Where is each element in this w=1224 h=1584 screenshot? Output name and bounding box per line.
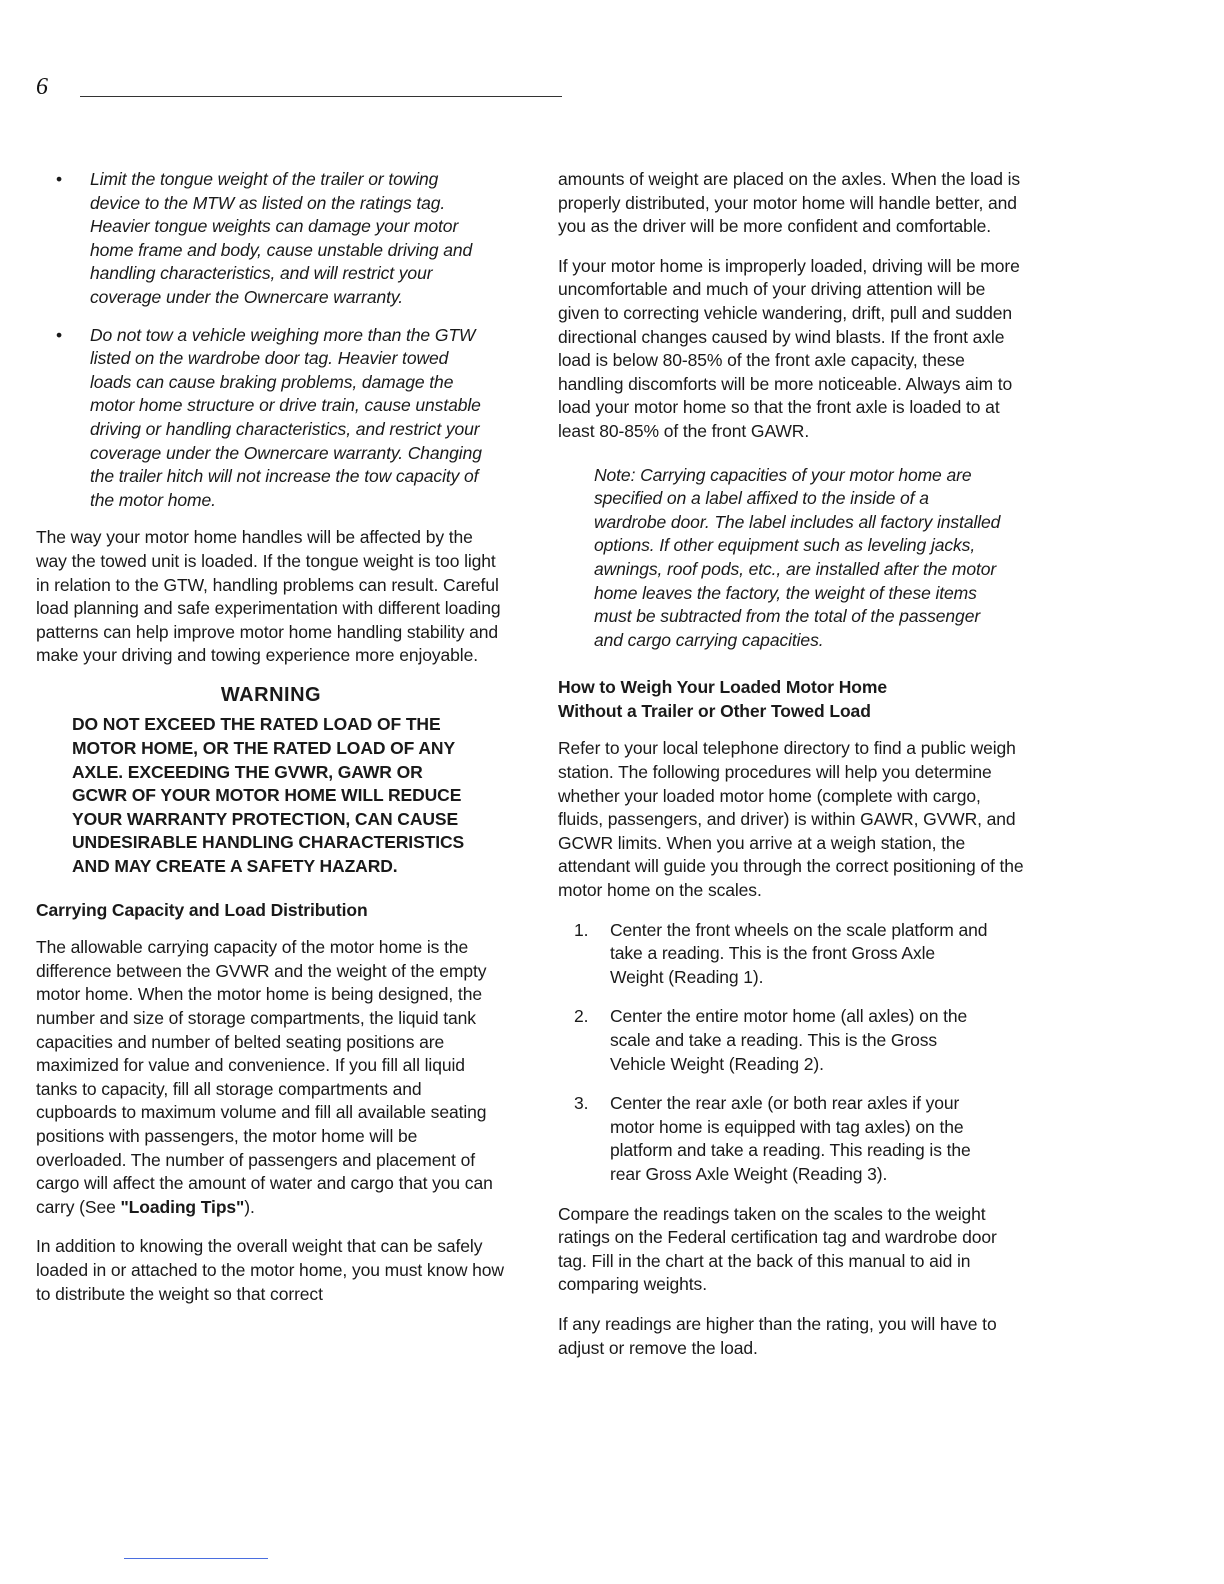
carrying-capacity-paragraph: [36, 936, 506, 1219]
step-number: 1.: [574, 919, 589, 940]
capacity-note: Note: Carrying capacities of your motor home are specified on a label affixed to the inside of a wardrobe door. The label includes all factory installed options. If other equipment such as leveling jacks, awnings, roof pods, etc., are installed after the motor home leaves the factory, the weight of these items must be subtracted from the total of the passenger and cargo carrying capacities.: [594, 464, 1001, 650]
left-column: [36, 168, 506, 1322]
step-item: [558, 919, 1030, 990]
step-number: 3.: [574, 1093, 589, 1114]
weigh-steps-list: [558, 919, 1030, 1187]
towing-bullet-list: [36, 168, 506, 512]
compare-paragraph: Compare the readings taken on the scales to the weight ratings on the Federal certification tag and wardrobe door tag. Fill in the chart at the back of this manual to aid in comparing weights.: [558, 1203, 997, 1295]
bullet-icon: •: [56, 169, 63, 189]
carrying-capacity-heading: Carrying Capacity and Load Distribution: [36, 899, 368, 920]
continuation-paragraph: amounts of weight are placed on the axles. When the load is properly distributed, your motor home will handle better, and you as the driver will be more confident and comfortable.: [558, 169, 1021, 237]
weigh-heading: [558, 676, 1030, 723]
warning-title: WARNING: [220, 683, 322, 706]
step-item: [558, 1005, 1030, 1076]
bullet-icon: •: [56, 324, 63, 345]
right-column: [558, 168, 1030, 1376]
step-text: Center the entire motor home (all axles) on the scale and take a reading. This is the Gross Vehicle Weight (Reading 2).: [610, 1006, 968, 1074]
step-item: [558, 1092, 1030, 1186]
weigh-heading-line1: How to Weigh Your Loaded Motor Home: [558, 677, 887, 698]
footer-rule: [124, 1558, 268, 1559]
bullet-text: Limit the tongue weight of the trailer or towing device to the MTW as listed on the ratings tag. Heavier tongue weights can damage your motor home frame and body, cause unstable driving and handling characteristics, and will restrict your coverage under the Ownercare warranty.: [90, 169, 473, 307]
step-number: 2.: [574, 1006, 589, 1027]
step-text: Center the rear axle (or both rear axles if your motor home is equipped with tag axles) on the platform and take a reading. This reading is the rear Gross Axle Weight (Reading 3).: [610, 1093, 971, 1184]
header-rule: [80, 96, 562, 97]
weigh-heading-line2: Without a Trailer or Other Towed Load: [558, 700, 871, 721]
bullet-item: [36, 324, 506, 513]
page-number: 6: [36, 74, 48, 100]
adjust-load-paragraph: If any readings are higher than the rating, you will have to adjust or remove the load.: [558, 1313, 997, 1358]
capacity-text-end: ).: [244, 1196, 255, 1217]
loading-tips-reference: "Loading Tips": [120, 1196, 245, 1217]
weigh-station-paragraph: Refer to your local telephone directory to find a public weigh station. The following procedures will help you determine whether your loaded motor home (complete with cargo, fluids, passengers, and driver) is within GAWR, GVWR, and GCWR limits. When you arrive at a weigh station, the attendant will guide you through the correct positioning of the motor home on the scales.: [558, 738, 1024, 901]
improper-loading-paragraph: If your motor home is improperly loaded, driving will be more uncomfortable and much of your driving attention will be given to correcting vehicle wandering, drift, pull and sudden directional changes caused by wind blasts. If the front axle load is below 80-85% of the front axle capacity, these handling discomforts will be more noticeable. Always aim to load your motor home so that the front axle is loaded to at least 80-85% of the front GAWR.: [558, 255, 1020, 441]
warning-body: DO NOT EXCEED THE RATED LOAD OF THE MOTOR HOME, OR THE RATED LOAD OF ANY AXLE. EXCEEDING THE GVWR, GAWR OR GCWR OF YOUR MOTOR HOME WILL REDUCE YOUR WARRANTY PROTECTION, CAN CAUSE UNDESIRABLE HANDLING CHARACTERISTICS AND MAY CREATE A SAFETY HAZARD.: [72, 714, 465, 877]
capacity-text: The allowable carrying capacity of the motor home is the difference between the GVWR and the weight of the empty motor home. When the motor home is being designed, the number and size of storage compartments, the liquid tank capacities and number of belted seating positions are maximized for value and convenience. If you fill all liquid tanks to capacity, fill all storage compartments and cupboards to maximum volume and fill all available seating positions with passengers, the motor home will be overloaded. The number of passengers and placement of cargo will affect the amount of water and cargo that you can carry (See: [36, 937, 493, 1217]
step-text: Center the front wheels on the scale platform and take a reading. This is the front Gross Axle Weight (Reading 1).: [610, 919, 988, 987]
bullet-text: Do not tow a vehicle weighing more than the GTW listed on the wardrobe door tag. Heavier towed loads can cause braking problems, damage the motor home structure or drive train, cause unstable driving or handling characteristics, and restrict your coverage under the Ownercare warranty. Changing the trailer hitch will not increase the tow capacity of the motor home.: [90, 324, 482, 510]
towed-unit-paragraph: The way your motor home handles will be affected by the way the towed unit is loaded. If the tongue weight is too light in relation to the GTW, handling problems can result. Careful load planning and safe experimentation with different loading patterns can help improve motor home handling stability and make your driving and towing experience more enjoyable.: [36, 527, 501, 666]
distribution-paragraph: In addition to knowing the overall weight that can be safely loaded in or attached to the motor home, you must know how to distribute the weight so that correct: [36, 1236, 504, 1304]
bullet-item: [36, 168, 506, 310]
